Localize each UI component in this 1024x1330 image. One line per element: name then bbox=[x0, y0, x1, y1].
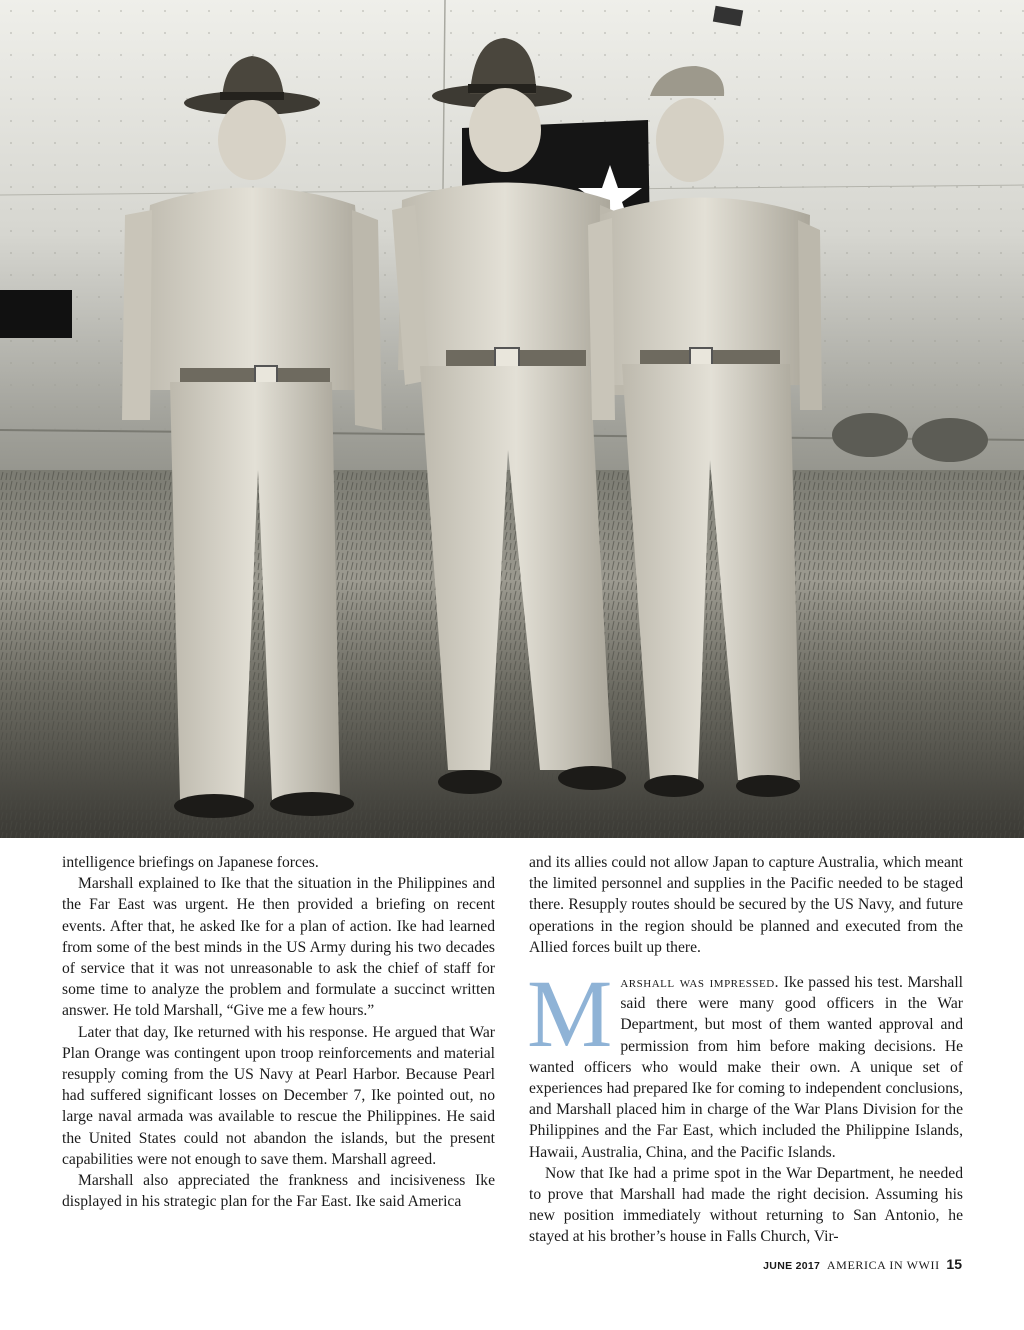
paragraph-response: Later that day, Ike returned with his response. He argued that War Plan Orange was contingent upon troop reinforcements and material resupply coming from the US Navy at Pearl Harbor. Because Pearl had suffered significant losses on December 7, Ike pointed out, no large naval armada was available to rescue the Philippines. He said the United States could not abandon the islands, but the present capabilities were not enough to save them. Marshall agreed. bbox=[62, 1023, 495, 1168]
issue-date: JUNE 2017 bbox=[763, 1260, 821, 1272]
lead-in: arshall was impressed. bbox=[620, 974, 780, 992]
page-number: 15 bbox=[946, 1256, 962, 1272]
page-footer bbox=[763, 1256, 962, 1273]
paragraph-briefing: Marshall explained to Ike that the situation in the Philippines and the Far East was urgent. He then provided a briefing on recent events. After that, he asked Ike for a plan of action. Ike had learned from some of the best minds in the US Army during his two decades of service that it was not unreasonable to ask the chief of staff for some time to analyze the problem and formulate a succinct written answer. He told Marshall, “Give me a few hours.” bbox=[62, 875, 495, 1020]
paragraph-section-opener bbox=[527, 960, 963, 1163]
paragraph-war-department: Now that Ike had a prime spot in the War Department, he needed to prove that Marshall had made the right decision. Assuming his new position immediately without returning to San Antonio, he stayed at his brother’s house in Falls Church, Vir- bbox=[529, 1164, 963, 1246]
article-column-left bbox=[62, 852, 495, 1212]
magazine-name: AMERICA IN WWII bbox=[826, 1258, 940, 1272]
paragraph-australia: and its allies could not allow Japan to capture Australia, which meant the limited personnel and supplies in the Pacific needed to be staged there. Resupply routes should be secured by the US Navy, and future operations in the region should be planned and executed from the Allied forces built up there. bbox=[529, 854, 963, 956]
paragraph-frankness: Marshall also appreciated the frankness and incisiveness Ike displayed in his strategic plan for the Far East. Ike said America bbox=[62, 1172, 495, 1211]
drop-cap: M bbox=[527, 960, 613, 1068]
section-body: Ike passed his test. Marshall said there were many good officers in the War Department, but most of them wanted approval and permission from him before making decisions. He wanted officers who would make their own. A unique set of experiences had prepared Ike for coming to independent conclusions, and Marshall placed him in charge of the War Plans Division for the Philippines and the Far East, which included the Philippine Islands, Hawaii, Australia, China, and the Pacific Islands. bbox=[529, 974, 963, 1161]
paragraph-continuation: intelligence briefings on Japanese forces. bbox=[62, 854, 319, 871]
article-column-right bbox=[529, 852, 963, 1248]
